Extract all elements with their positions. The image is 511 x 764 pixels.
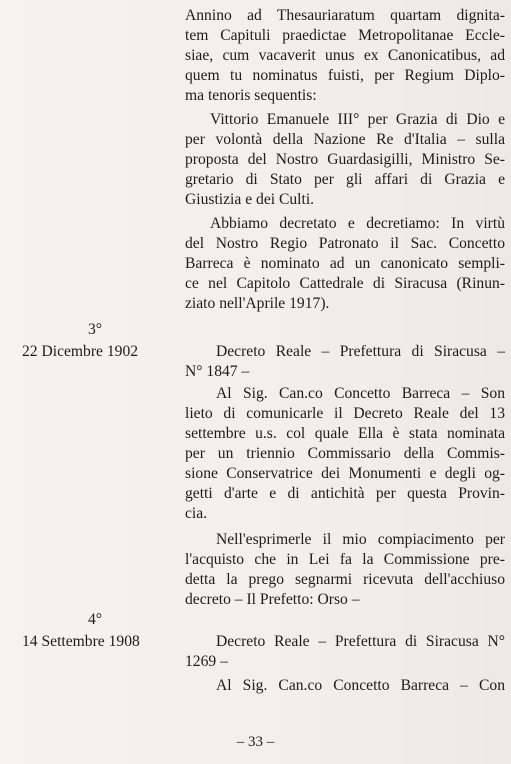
text-line: l'acquisto che in Lei fa la Commissione pre- xyxy=(185,551,505,568)
text-line: lieto di comunicarle il Decreto Reale del 13 xyxy=(185,405,505,422)
text-line: 1269 – xyxy=(185,653,228,670)
text-line: per un triennio Commissario della Commis- xyxy=(185,445,505,462)
text-line: cia. xyxy=(185,505,208,522)
text-line: ce nel Capitolo Cattedrale di Siracusa (Rinun- xyxy=(185,275,505,292)
text-line: per volontà della Nazione Re d'Italia – sulla xyxy=(185,131,505,148)
text-line: Al Sig. Can.co Concetto Barreca – Con xyxy=(216,677,505,694)
text-line: ma tenoris sequentis: xyxy=(185,87,317,104)
text-line: Giustizia e dei Culti. xyxy=(185,191,315,208)
text-line: N° 1847 – xyxy=(185,363,250,380)
entry-date: 14 Settembre 1908 xyxy=(22,633,140,650)
text-line: Decreto Reale – Prefettura di Siracusa N° xyxy=(216,633,505,650)
text-line: proposta del Nostro Guardasigilli, Ministro Se- xyxy=(185,151,505,168)
text-line: Abbiamo decretato e decretiamo: In virtù xyxy=(210,215,505,232)
text-line: ziato nell'Aprile 1917). xyxy=(185,295,330,312)
text-line: Decreto Reale – Prefettura di Siracusa – xyxy=(216,343,505,360)
text-line: gretario di Stato per gli affari di Grazia e xyxy=(185,171,505,188)
text-line: siae, cum vacaverit unus ex Canonicatibus, ad xyxy=(185,47,505,64)
text-line: decreto – Il Prefetto: Orso – xyxy=(185,591,360,608)
entry-number: 3° xyxy=(87,321,103,338)
text-line: quem tu nominatus fuisti, per Regium Diplo- xyxy=(185,67,505,84)
text-line: Annino ad Thesauriaratum quartam dignita- xyxy=(185,7,505,24)
text-line: Vittorio Emanuele III° per Grazia di Dio e xyxy=(210,111,505,128)
text-line: getti d'arte e di antichità per questa Provin- xyxy=(185,485,505,502)
text-line: tem Capituli praedictae Metropolitanae Eccle- xyxy=(185,27,505,44)
text-line: Barreca è nominato ad un canonicato sempli- xyxy=(185,255,505,272)
page-number: – 33 – xyxy=(236,734,275,750)
text-line: settembre u.s. col quale Ella è stata nominata xyxy=(185,425,505,442)
entry-number: 4° xyxy=(87,611,103,628)
text-line: detta la prego segnarmi ricevuta dell'acchiuso xyxy=(185,571,505,588)
text-line: Nell'esprimerle il mio compiacimento per xyxy=(216,531,505,548)
text-line: Al Sig. Can.co Concetto Barreca – Son xyxy=(216,385,505,402)
text-line: sione Conservatrice dei Monumenti e degli og- xyxy=(185,465,505,482)
entry-date: 22 Dicembre 1902 xyxy=(22,343,139,360)
text-line: del Nostro Regio Patronato il Sac. Concetto xyxy=(185,235,505,252)
